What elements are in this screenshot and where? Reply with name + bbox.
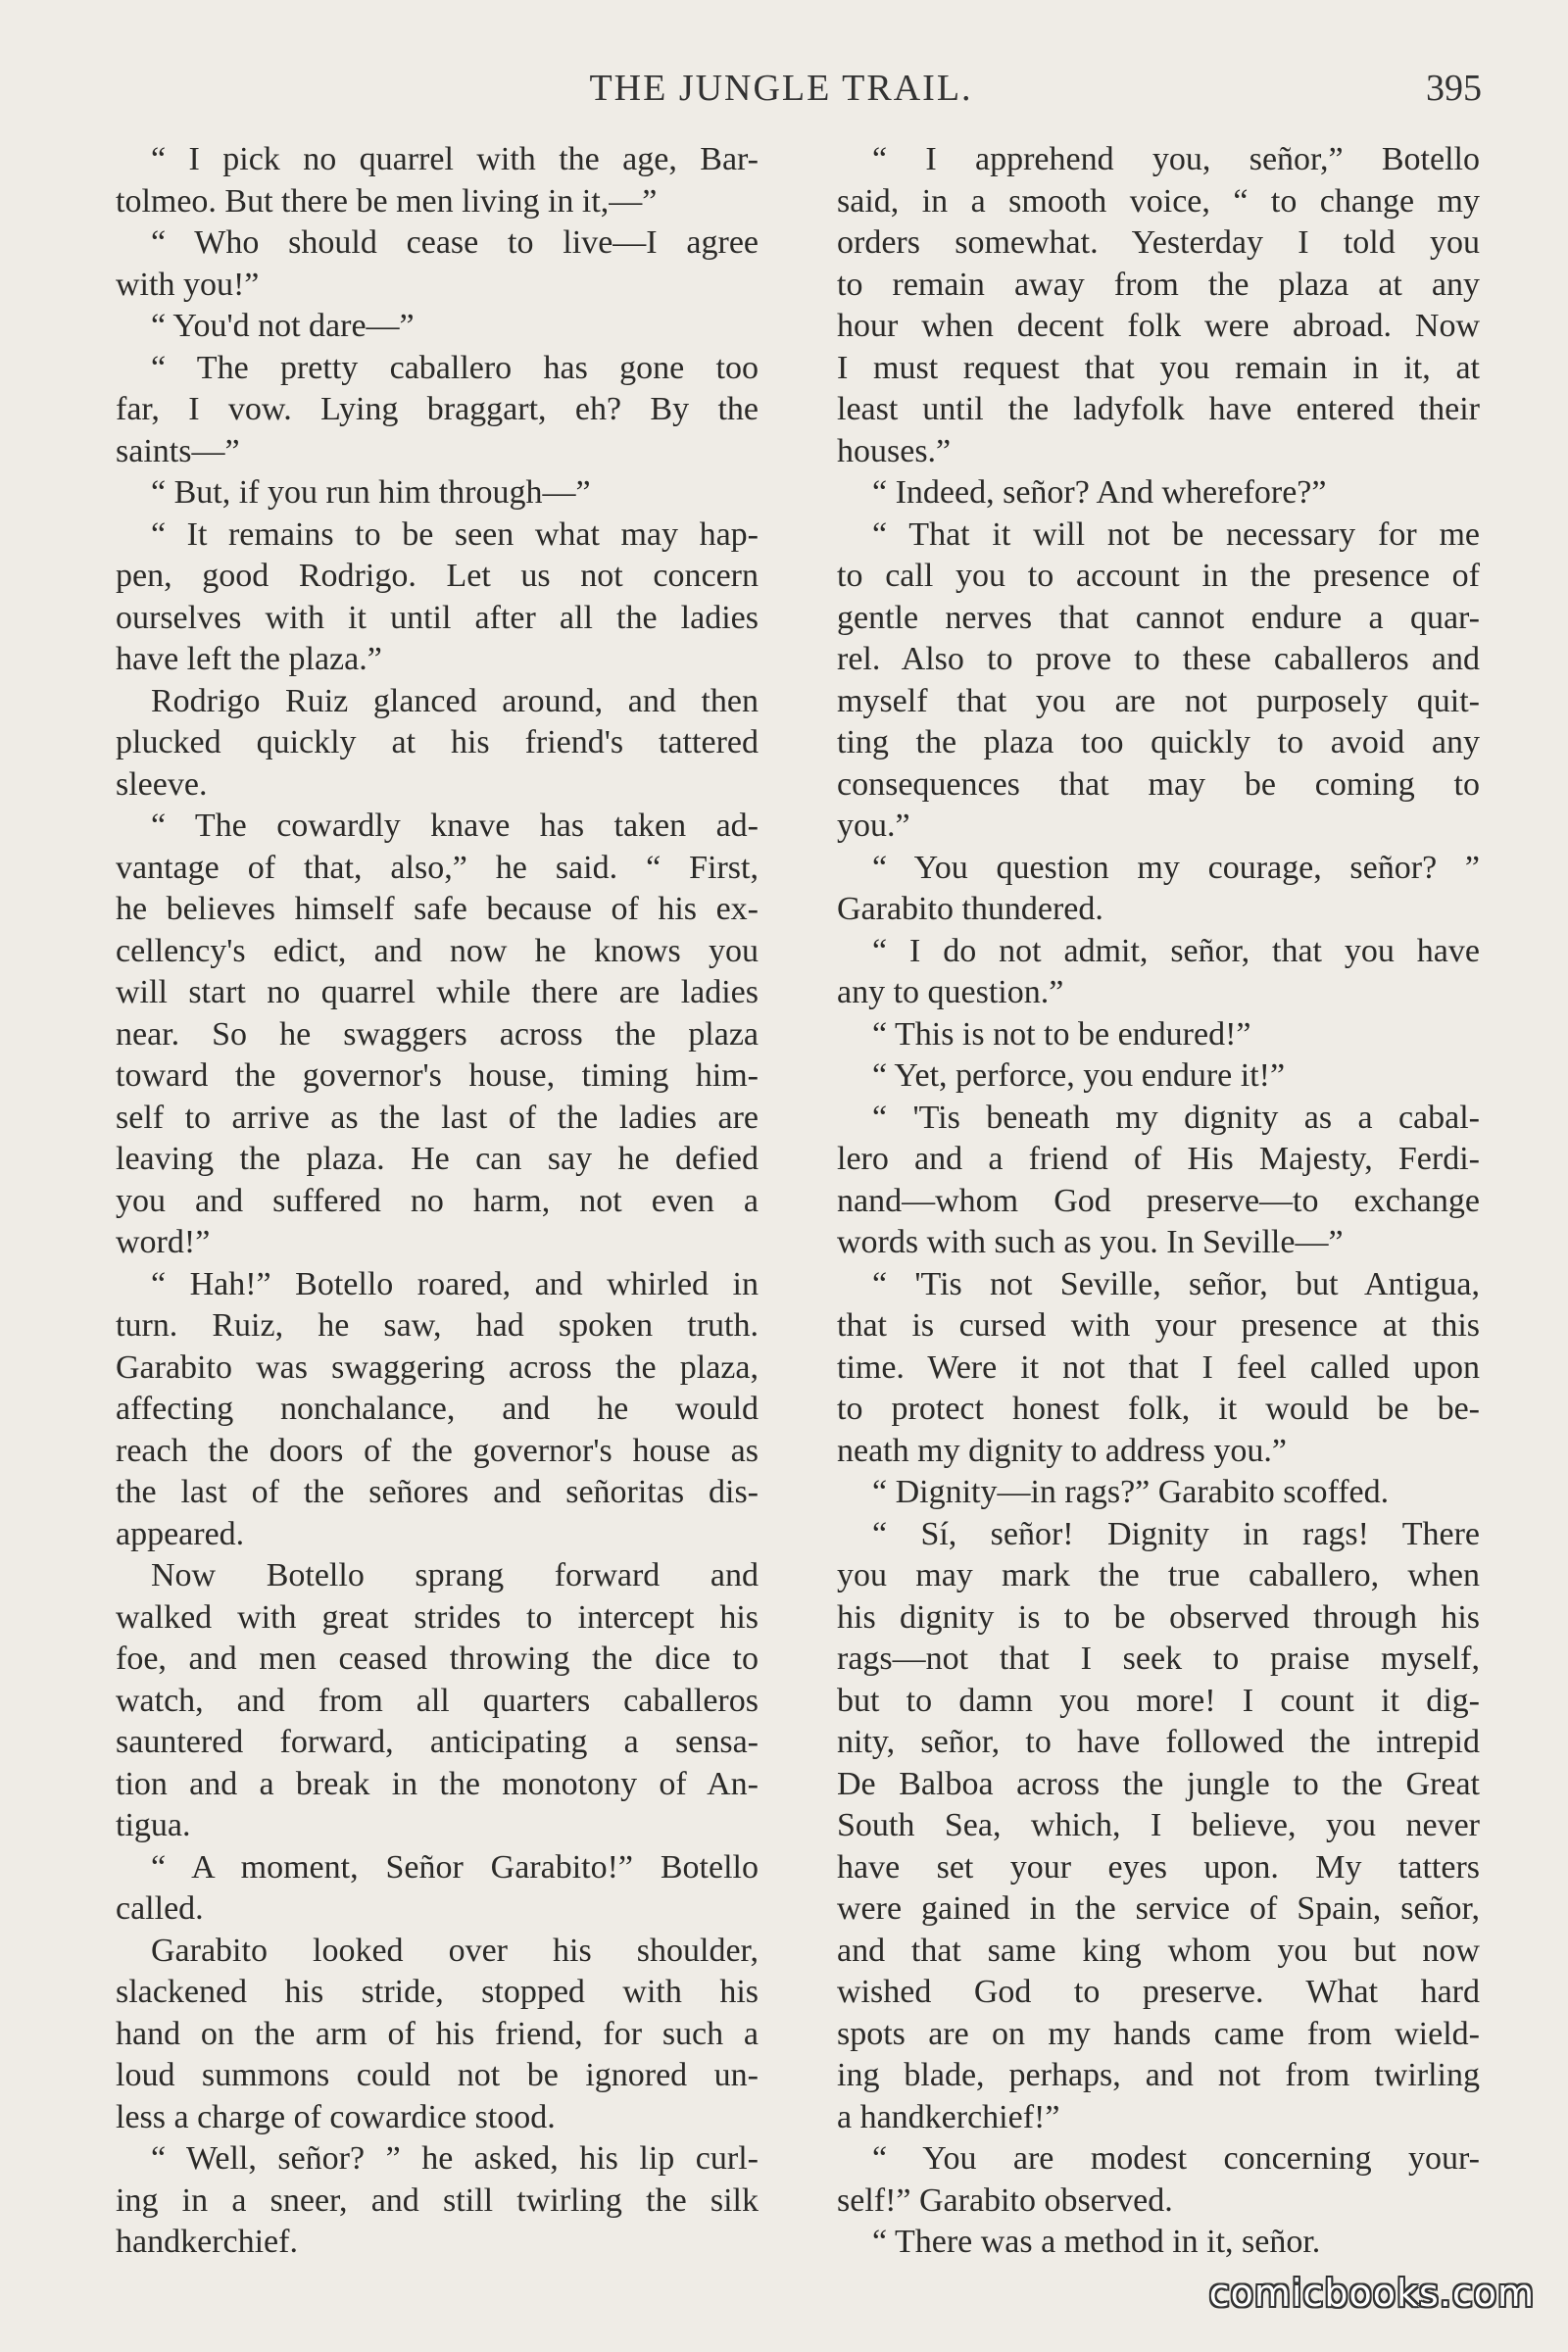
text-line: “ 'Tis beneath my dignity as a cabal- bbox=[872, 1099, 1480, 1136]
text-line: “ There was a method in it, señor. bbox=[872, 2224, 1321, 2260]
text-line: myself that you are not purposely quit- bbox=[837, 682, 1480, 719]
paragraph bbox=[802, 848, 1480, 931]
text-line: neath my dignity to address you.” bbox=[837, 1432, 1287, 1469]
text-line: have left the plaza.” bbox=[116, 641, 382, 677]
paragraph bbox=[80, 306, 759, 348]
text-line: Garabito thundered. bbox=[837, 891, 1103, 927]
text-line: houses.” bbox=[837, 432, 952, 469]
paragraph bbox=[802, 2138, 1480, 2222]
text-line: tion and a break in the monotony of An- bbox=[116, 1765, 759, 1802]
paragraph bbox=[80, 681, 759, 807]
watermark: comicbooks.com bbox=[1208, 2272, 1535, 2315]
paragraph bbox=[802, 1098, 1480, 1264]
text-line: “ It remains to be seen what may hap- bbox=[151, 515, 759, 553]
text-line: rags—not that I seek to praise myself, bbox=[837, 1641, 1480, 1677]
text-line: affecting nonchalance, and he would bbox=[116, 1391, 759, 1427]
paragraph bbox=[802, 139, 1480, 472]
text-line: consequences that may be coming to bbox=[837, 765, 1480, 803]
text-line: tolmeo. But there be men living in it,—” bbox=[116, 182, 658, 220]
text-line: were gained in the service of Spain, señor, bbox=[837, 1890, 1480, 1927]
running-head bbox=[80, 67, 1482, 116]
text-line: a handkerchief!” bbox=[837, 2098, 1060, 2135]
text-line: toward the governor's house, timing him- bbox=[116, 1057, 759, 1094]
left-column bbox=[80, 139, 759, 2264]
text-line: “ That it will not be necessary for me bbox=[872, 515, 1480, 553]
text-line: “ Well, señor? ” he asked, his lip curl- bbox=[151, 2140, 759, 2177]
text-line: hand on the arm of his friend, for such a bbox=[116, 2015, 759, 2052]
text-line: to remain away from the plaza at any bbox=[837, 266, 1480, 303]
text-line: near. So he swaggers across the plaza bbox=[116, 1015, 759, 1053]
text-line: “ You question my courage, señor? ” bbox=[872, 849, 1480, 886]
text-line: tigua. bbox=[116, 1807, 191, 1843]
paragraph bbox=[802, 1014, 1480, 1056]
text-line: you and suffered no harm, not even a bbox=[116, 1182, 759, 1219]
text-line: cellency's edict, and now he knows you bbox=[116, 932, 759, 969]
text-line: said, in a smooth voice, “ to change my bbox=[837, 182, 1480, 220]
text-line: Rodrigo Ruiz glanced around, and then bbox=[151, 682, 759, 719]
page-number: 395 bbox=[1426, 68, 1482, 109]
text-line: sleeve. bbox=[116, 765, 208, 803]
text-line: called. bbox=[116, 1890, 204, 1927]
text-line: “ I do not admit, señor, that you have bbox=[872, 932, 1480, 969]
text-line: to call you to account in the presence of bbox=[837, 558, 1480, 594]
text-line: spots are on my hands came from wield- bbox=[837, 2015, 1480, 2052]
text-line: ourselves with it until after all the ladies bbox=[116, 599, 759, 636]
text-line: “ Who should cease to live—I agree bbox=[151, 224, 759, 261]
text-line: will start no quarrel while there are ladies bbox=[116, 974, 759, 1010]
text-line: loud summons could not be ignored un- bbox=[116, 2057, 759, 2093]
paragraph bbox=[80, 2138, 759, 2264]
text-line: “ Sí, señor! Dignity in rags! There bbox=[872, 1515, 1480, 1552]
text-line: nand—whom God preserve—to exchange bbox=[837, 1182, 1480, 1219]
text-line: wished God to preserve. What hard bbox=[837, 1974, 1480, 2010]
paragraph bbox=[802, 1514, 1480, 2139]
text-line: his dignity is to be observed through his bbox=[837, 1598, 1480, 1636]
text-line: “ You are modest concerning your- bbox=[872, 2140, 1480, 2177]
text-line: ing in a sneer, and still twirling the silk bbox=[116, 2181, 759, 2219]
text-line: words with such as you. In Seville—” bbox=[837, 1224, 1344, 1260]
paragraph bbox=[80, 1931, 759, 2139]
text-line: gentle nerves that cannot endure a quar- bbox=[837, 599, 1480, 636]
paragraph bbox=[802, 931, 1480, 1014]
text-line: rel. Also to prove to these caballeros and bbox=[837, 641, 1480, 677]
paragraph bbox=[80, 222, 759, 306]
text-line: “ Indeed, señor? And wherefore?” bbox=[872, 474, 1327, 511]
text-line: self!” Garabito observed. bbox=[837, 2181, 1173, 2219]
text-line: have set your eyes upon. My tatters bbox=[837, 1848, 1480, 1886]
paragraph bbox=[802, 514, 1480, 848]
text-line: you.” bbox=[837, 808, 910, 844]
text-line: slackened his stride, stopped with his bbox=[116, 1974, 759, 2010]
text-line: but to damn you more! I count it dig- bbox=[837, 1682, 1480, 1719]
text-line: “ Yet, perforce, you endure it!” bbox=[872, 1057, 1286, 1094]
text-line: “ The pretty caballero has gone too bbox=[151, 349, 759, 386]
text-line: saints—” bbox=[116, 432, 240, 469]
text-line: turn. Ruiz, he saw, had spoken truth. bbox=[116, 1307, 759, 1344]
text-line: to protect honest folk, it would be be- bbox=[837, 1391, 1480, 1427]
paragraph bbox=[802, 1055, 1480, 1098]
text-line: “ Dignity—in rags?” Garabito scoffed. bbox=[872, 1474, 1390, 1510]
text-line: walked with great strides to intercept his bbox=[116, 1598, 759, 1636]
paragraph bbox=[80, 514, 759, 681]
text-line: Now Botello sprang forward and bbox=[151, 1557, 759, 1593]
text-line: self to arrive as the last of the ladies are bbox=[116, 1099, 759, 1136]
text-line: Garabito was swaggering across the plaza, bbox=[116, 1348, 759, 1386]
right-column bbox=[802, 139, 1480, 2264]
text-line: plucked quickly at his friend's tattered bbox=[116, 724, 759, 760]
paragraph bbox=[80, 1264, 759, 1556]
text-line: least until the ladyfolk have entered their bbox=[837, 391, 1480, 427]
text-line: nity, señor, to have followed the intrepid bbox=[837, 1724, 1480, 1760]
paragraph bbox=[80, 348, 759, 473]
text-line: reach the doors of the governor's house as bbox=[116, 1432, 759, 1469]
text-line: any to question.” bbox=[837, 974, 1064, 1010]
text-line: “ 'Tis not Seville, señor, but Antigua, bbox=[872, 1265, 1480, 1302]
text-line: ing blade, perhaps, and not from twirling bbox=[837, 2057, 1480, 2093]
text-line: less a charge of cowardice stood. bbox=[116, 2098, 556, 2135]
text-line: time. Were it not that I feel called upon bbox=[837, 1348, 1480, 1386]
paragraph bbox=[80, 139, 759, 222]
text-line: with you!” bbox=[116, 266, 260, 303]
text-line: “ This is not to be endured!” bbox=[872, 1015, 1251, 1053]
text-line: he believes himself safe because of his ex- bbox=[116, 891, 759, 927]
paragraph bbox=[802, 1264, 1480, 1473]
text-line: I must request that you remain in it, at bbox=[837, 349, 1480, 386]
text-line: that is cursed with your presence at this bbox=[837, 1307, 1480, 1344]
text-line: leaving the plaza. He can say he defied bbox=[116, 1141, 759, 1177]
paragraph bbox=[802, 2222, 1480, 2264]
running-title: THE JUNGLE TRAIL. bbox=[589, 68, 973, 109]
paragraph bbox=[80, 806, 759, 1264]
text-line: “ A moment, Señor Garabito!” Botello bbox=[151, 1848, 759, 1886]
text-line: “ You'd not dare—” bbox=[151, 308, 415, 344]
text-line: Garabito looked over his shoulder, bbox=[151, 1932, 759, 1969]
text-line: “ I apprehend you, señor,” Botello bbox=[872, 141, 1480, 177]
text-line: orders somewhat. Yesterday I told you bbox=[837, 224, 1480, 261]
text-line: “ The cowardly knave has taken ad- bbox=[151, 808, 759, 844]
text-line: far, I vow. Lying braggart, eh? By the bbox=[116, 391, 759, 427]
text-line: “ I pick no quarrel with the age, Bar- bbox=[151, 141, 759, 177]
text-line: the last of the señores and señoritas dis- bbox=[116, 1474, 759, 1510]
text-line: “ But, if you run him through—” bbox=[151, 474, 591, 511]
text-line: South Sea, which, I believe, you never bbox=[837, 1807, 1480, 1843]
text-line: ting the plaza too quickly to avoid any bbox=[837, 724, 1480, 760]
text-line: hour when decent folk were abroad. Now bbox=[837, 308, 1480, 344]
paragraph bbox=[80, 1847, 759, 1931]
text-line: sauntered forward, anticipating a sensa- bbox=[116, 1724, 759, 1760]
text-line: pen, good Rodrigo. Let us not concern bbox=[116, 558, 759, 594]
text-line: and that same king whom you but now bbox=[837, 1932, 1480, 1969]
text-line: word!” bbox=[116, 1224, 211, 1260]
text-line: you may mark the true caballero, when bbox=[837, 1557, 1480, 1593]
text-line: “ Hah!” Botello roared, and whirled in bbox=[151, 1265, 759, 1302]
text-line: handkerchief. bbox=[116, 2224, 298, 2260]
paragraph bbox=[802, 1472, 1480, 1514]
text-line: watch, and from all quarters caballeros bbox=[116, 1682, 759, 1719]
text-line: foe, and men ceased throwing the dice to bbox=[116, 1641, 759, 1677]
paragraph bbox=[80, 1555, 759, 1847]
text-line: vantage of that, also,” he said. “ First, bbox=[116, 849, 759, 886]
paragraph bbox=[802, 472, 1480, 514]
text-line: De Balboa across the jungle to the Great bbox=[837, 1765, 1480, 1802]
text-line: lero and a friend of His Majesty, Ferdi- bbox=[837, 1141, 1480, 1177]
text-line: appeared. bbox=[116, 1515, 245, 1552]
paragraph bbox=[80, 472, 759, 514]
